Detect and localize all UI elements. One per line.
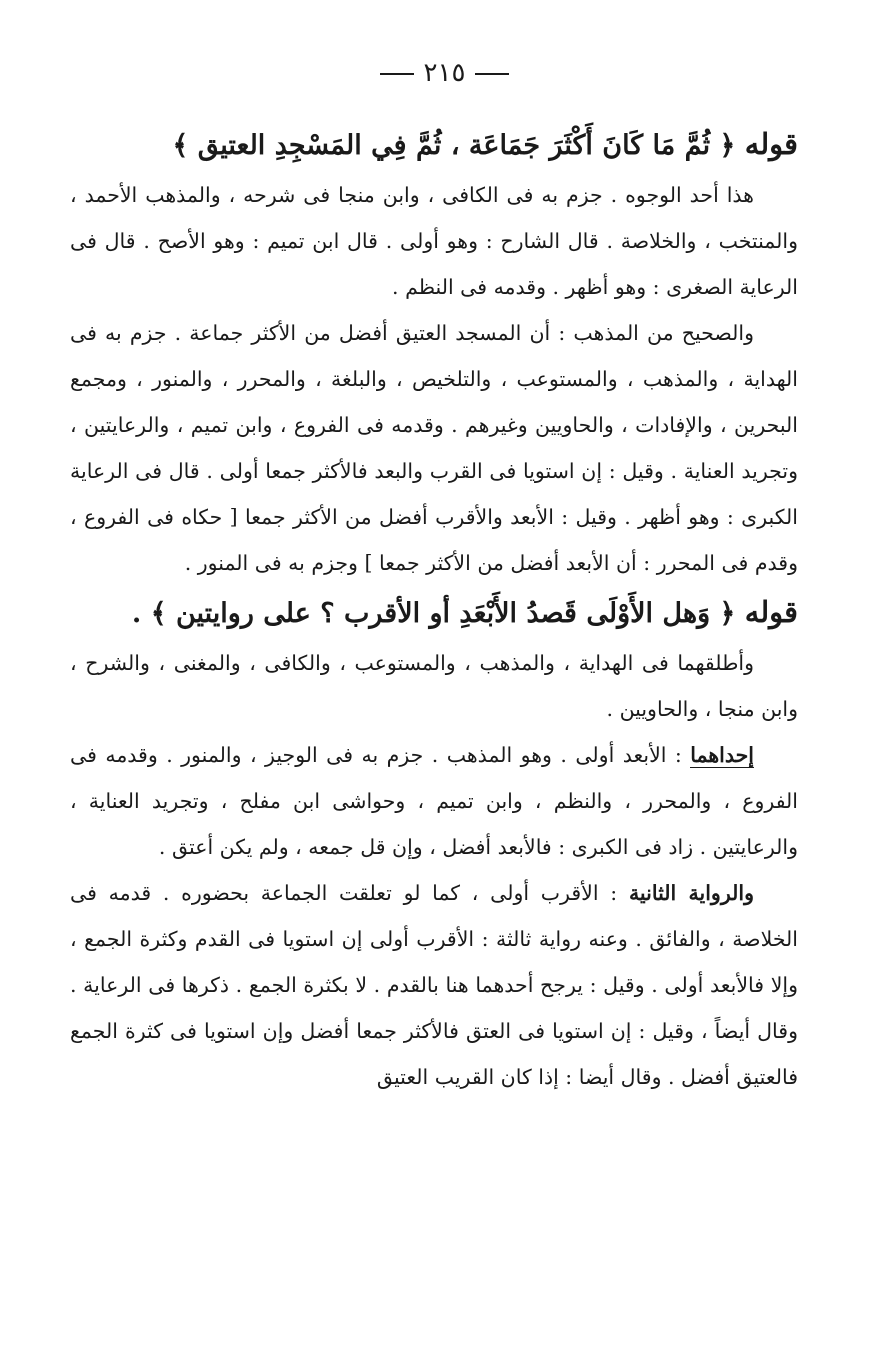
dash-left — [475, 73, 509, 75]
heading-text: ﴿ ثُمَّ مَا كَانَ أَكْثَرَ جَمَاعَة ، ثُمَّ فِي المَسْجِدِ العتيق ﴾ — [172, 130, 736, 161]
heading-text: ﴿ وَهل الأَوْلَى قَصدُ الأَبْعَدِ أو الأقرب ؟ على روايتين ﴾ . — [131, 598, 736, 629]
paragraph-lead: إحداهما — [690, 743, 754, 767]
section-heading — [70, 118, 798, 172]
section-heading — [70, 586, 798, 640]
page-body — [70, 118, 798, 1100]
paragraph-text: : الأقرب أولى ، كما لو تعلقت الجماعة بحضوره . قدمه فى الخلاصة ، والفائق . وعنه رواية ثالثة : الأقرب أولى إن استويا فى القدم وكثرة الجمع ، وإلا فالأبعد أولى . وقيل : يرجح أحدهما هنا بالقدم . لا بكثرة الجمع . ذكرها فى الرعاية . وقال أيضاً ، وقيل : إن استويا فى العتق فالأكثر جمعا أفضل وإن استويا فى كثرة الجمع فالعتيق أفضل . وقال أيضا : إذا كان القريب العتيق — [70, 881, 798, 1089]
heading-prefix: قوله — [744, 595, 798, 629]
dash-right — [380, 73, 414, 75]
paragraph — [70, 870, 798, 1100]
paragraph: والصحيح من المذهب : أن المسجد العتيق أفضل من الأكثر جماعة . جزم به فى الهداية ، والمذهب ، والمستوعب ، والتلخيص ، والبلغة ، والمحرر ، والمنور ، ومجمع البحرين ، والإفادات ، والحاويين وغيرهم . وقدمه فى الفروع ، وابن تميم ، والرعايتين ، وتجريد العناية . وقيل : إن استويا فى القرب والبعد فالأكثر جمعا أولى . قال فى الرعاية الكبرى : وهو أظهر . وقيل : الأبعد والأقرب أفضل من الأكثر جمعا [ حكاه فى الفروع ، وقدم فى المحرر : أن الأبعد أفضل من الأكثر جمعا ] وجزم به فى المنور . — [70, 321, 798, 575]
heading-prefix: قوله — [744, 127, 798, 161]
paragraph: وأطلقهما فى الهداية ، والمذهب ، والمستوعب ، والكافى ، والمغنى ، والشرح ، وابن منجا ، والحاويين . — [70, 651, 798, 721]
paragraph-lead: والرواية الثانية — [628, 881, 754, 905]
paragraph-text: : الأبعد أولى . وهو المذهب . جزم به فى الوجيز ، والمنور . وقدمه فى الفروع ، والمحرر ، والنظم ، وابن تميم ، وحواشى ابن مفلح ، وتجريد العناية ، والرعايتين . زاد فى الكبرى : فالأبعد أفضل ، وإن قل جمعه ، ولم يكن أعتق . — [70, 743, 799, 859]
paragraph: هذا أحد الوجوه . جزم به فى الكافى ، وابن منجا فى شرحه ، والمذهب الأحمد ، والمنتخب ، والخلاصة . قال الشارح : وهو أولى . قال ابن تميم : وهو الأصح . قال فى الرعاية الصغرى : وهو أظهر . وقدمه فى النظم . — [70, 183, 798, 299]
page-number-value: ٢١٥ — [423, 58, 466, 88]
paragraph — [70, 732, 798, 870]
page-number — [0, 56, 889, 90]
